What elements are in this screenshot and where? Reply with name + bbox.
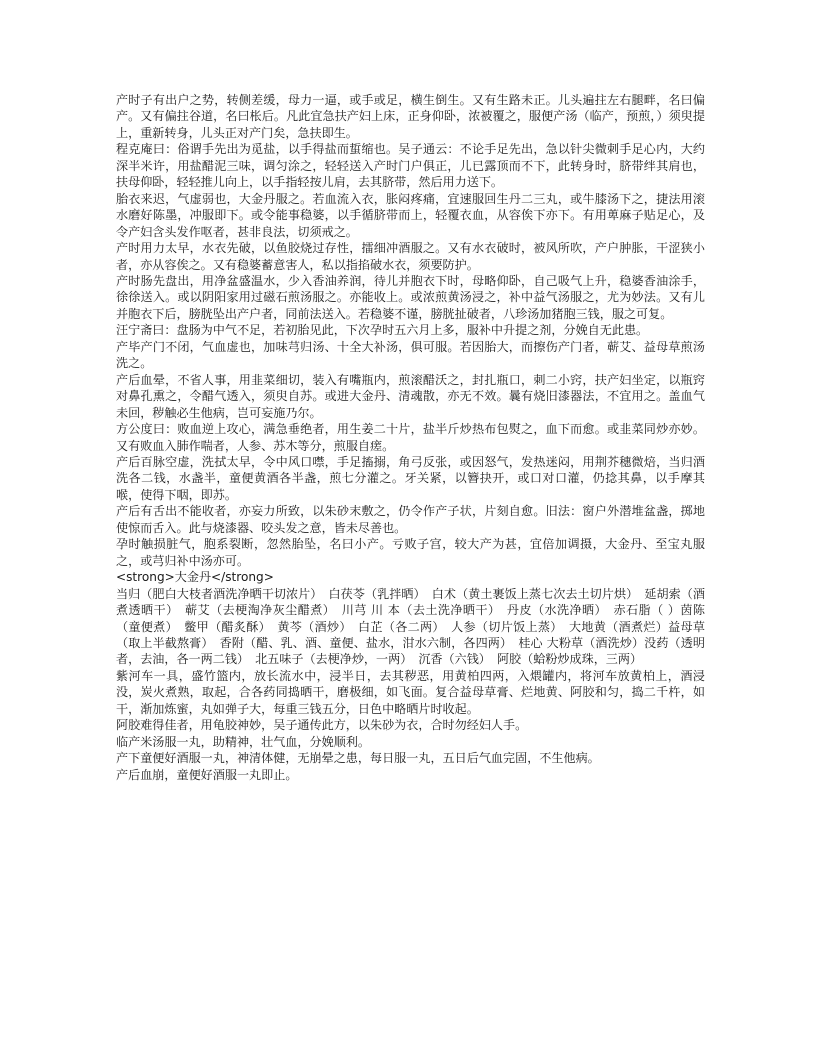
paragraph-dajindan-ingredients: 当归（肥白大枝者酒洗净晒干切浓片） 白茯苓（乳拌晒） 白术（黄土裹饭上蒸七次去土切片烘） 延胡索（酒煮透晒干） 蕲艾（去梗淘净灰尘醋煮） 川芎 川 本（去土洗净晒干） 丹皮（水洗净晒） 赤石脂（ ）茵陈（童便煮） 鳖甲（醋炙酥） 黄芩（酒炒） 白芷（各二两） 人参（切片饭上蒸） 大地黄（酒煮烂）益母草（取上半截熬膏） 香附（醋、乳、酒、童便、盐水，泔水六制，各四两） 桂心 大粉草（酒洗炒）没药（透明者，去油，各一两二钱） 北五味子（去梗净炒，一两） 沉香（六钱） 阿胶（蛤粉炒成珠，三两） bbox=[116, 586, 705, 667]
paragraph-chanxia-tongbian: 产下童便好酒服一丸，神清体健，无崩晕之患，每日服一丸，五日后气血完固，不生他病。 bbox=[116, 751, 600, 766]
paragraph-wangningzhai: 汪宁斋曰：盘肠为中气不足，若初胎见此，下次孕时五六月上多，服补中升提之剂，分娩自无此患。 bbox=[116, 323, 649, 338]
paragraph-chengkean: 程克庵曰：俗谓手先出为觅盐，以手得盐而蜇缩也。吴子通云：不论手足先出，急以针尖微刺手足心内，大约深半米许，用盐醋泥三味，调匀涂之，轻轻送入产时门户俱正，儿已露顶而不下，此转身时，脐带绊其肩也，扶母仰卧，轻轻推儿向上，以手指轻按儿肩，去其脐带，然后用力送下。 bbox=[116, 142, 705, 190]
paragraph-chanhou-baimai-kongxu: 产后百脉空虚，洗拭太早，令中风口噤，手足搐搦，角弓反张，或因怒气，发热迷闷，用荆芥穗微焙，当归酒洗各二钱，水盏半，童便黄酒各半盏，煎七分灌之。牙关紧，以簪抉开，或口对口灌，仍捻其鼻，以手摩其喉，使得下咽，即苏。 bbox=[116, 454, 705, 502]
paragraph-chanhou-xuebeng: 产后血崩，童便好酒服一丸即止。 bbox=[116, 767, 298, 782]
paragraph-linchan-mitang: 临产米汤服一丸，助精神，壮气血，分娩顺利。 bbox=[116, 734, 370, 749]
paragraph-ziheche-preparation: 紫河车一具，盛竹篮内，放长流水中，浸半日，去其秽恶，用黄柏四两，入煨罐内，将河车放黄柏上，酒浸没，炭火煮熟，取起，合各药同捣晒干，磨极细，如飞面。复合益母草膏、烂地黄、阿胶和匀，捣二千杵，如干，渐加炼蜜，丸如弹子大，每重三钱五分，日色中略晒片时收起。 bbox=[116, 668, 705, 716]
paragraph-dajindan-heading-tag: <strong>大金丹</strong> bbox=[116, 570, 274, 585]
paragraph-chanshi-chang-xian-panchu: 产时肠先盘出，用净盆盛温水，少入香油养润，待儿并胞衣下时，母略仰卧，自己吸气上升，稳婆香油涂手，徐徐送入。或以阴阳家用过磁石煎汤服之。亦能收上。或浓煎黄汤浸之，补中益气汤服之，尤为妙法。又有儿并胞衣下后，膀胱坠出产户者，同前法送入。若稳婆不谨，膀胱扯破者，八珍汤加猪胞三钱，服之可复。 bbox=[116, 273, 705, 321]
paragraph-ejiao-substitute: 阿胶难得佳者，用龟胶神妙，吴子通传此方，以朱砂为衣，合时勿经妇人手。 bbox=[116, 718, 528, 733]
paragraph-chanhou-shechu: 产后有舌出不能收者，亦妄力所致，以朱砂末敷之，仍令作产子状，片刻自愈。旧法：窗户外潜堆盆盏，掷地使惊而舌入。此与烧漆器、咬头发之意，皆未尽善也。 bbox=[116, 504, 705, 535]
paragraph-chanshi-yongli-taizao: 产时用力太早，水衣先破，以鱼胶烧过存性，擂细冲酒服之。又有水衣破时，被风所吹，产户肿胀，干涩狭小者，亦从容俟之。又有稳婆蓄意害人，私以指掐破水衣，须要防护。 bbox=[116, 241, 705, 272]
document-text-body bbox=[116, 92, 705, 783]
paragraph-chanshi-zi-chuhu: 产时子有出户之势，转侧差缓，母力一逼，或手或足，横生倒生。又有生路未正。儿头遍拄左右腿畔，名曰偏产。又有偏拄谷道，名曰枨后。凡此宜急扶产妇上床，正身仰卧，浓被覆之，服便产汤（临产，预煎，）须臾提上，重新转身，儿头正对产门矣，急扶即生。 bbox=[116, 93, 705, 140]
paragraph-chanhou-xueyun: 产后血晕，不省人事，用韭菜细切，装入有嘴瓶内，煎滚醋沃之，封扎瓶口，刺二小窍，扶产妇坐定，以瓶窍对鼻孔熏之，令醋气透入，须臾自苏。或进大金丹、清魂散，亦无不效。曩有烧旧漆器法，不宜用之。盖血气未回，秽触必生他病，岂可妄施乃尔。 bbox=[116, 372, 705, 420]
paragraph-taiyi-laichi: 胎衣来迟，气虚弱也，大金丹服之。若血流入衣，胀闷疼痛，宜速服回生丹二三丸，或牛膝汤下之，捷法用滚水磨好陈墨，冲服即下。或令能事稳婆，以手循脐带而上，轻覆衣血，从容俟下亦下。有用萆麻子贴足心，及令产妇含头发作呕者，甚非良法，切须戒之。 bbox=[116, 191, 705, 239]
paragraph-chanbi-chanmen-bubi: 产毕产门不闭，气血虚也，加味芎归汤、十全大补汤，俱可服。若因胎大，而擦伤产门者，蕲艾、益母草煎汤洗之。 bbox=[116, 339, 705, 371]
paragraph-yunshi-chusun: 孕时触损脏气，胞系裂断，忽然胎坠，名曰小产。亏败子宫，较大产为甚，宜倍加调摄，大金丹、至宝丸服之，或芎归补中汤亦可。 bbox=[116, 537, 705, 568]
paragraph-fanggongdu: 方公度曰：败血逆上攻心，满急垂绝者，用生姜二十片，盐半斤炒热布包熨之，血下而愈。或韭菜同炒亦妙。又有败血入肺作喘者，人参、苏木等分，煎服自瘥。 bbox=[116, 422, 705, 453]
